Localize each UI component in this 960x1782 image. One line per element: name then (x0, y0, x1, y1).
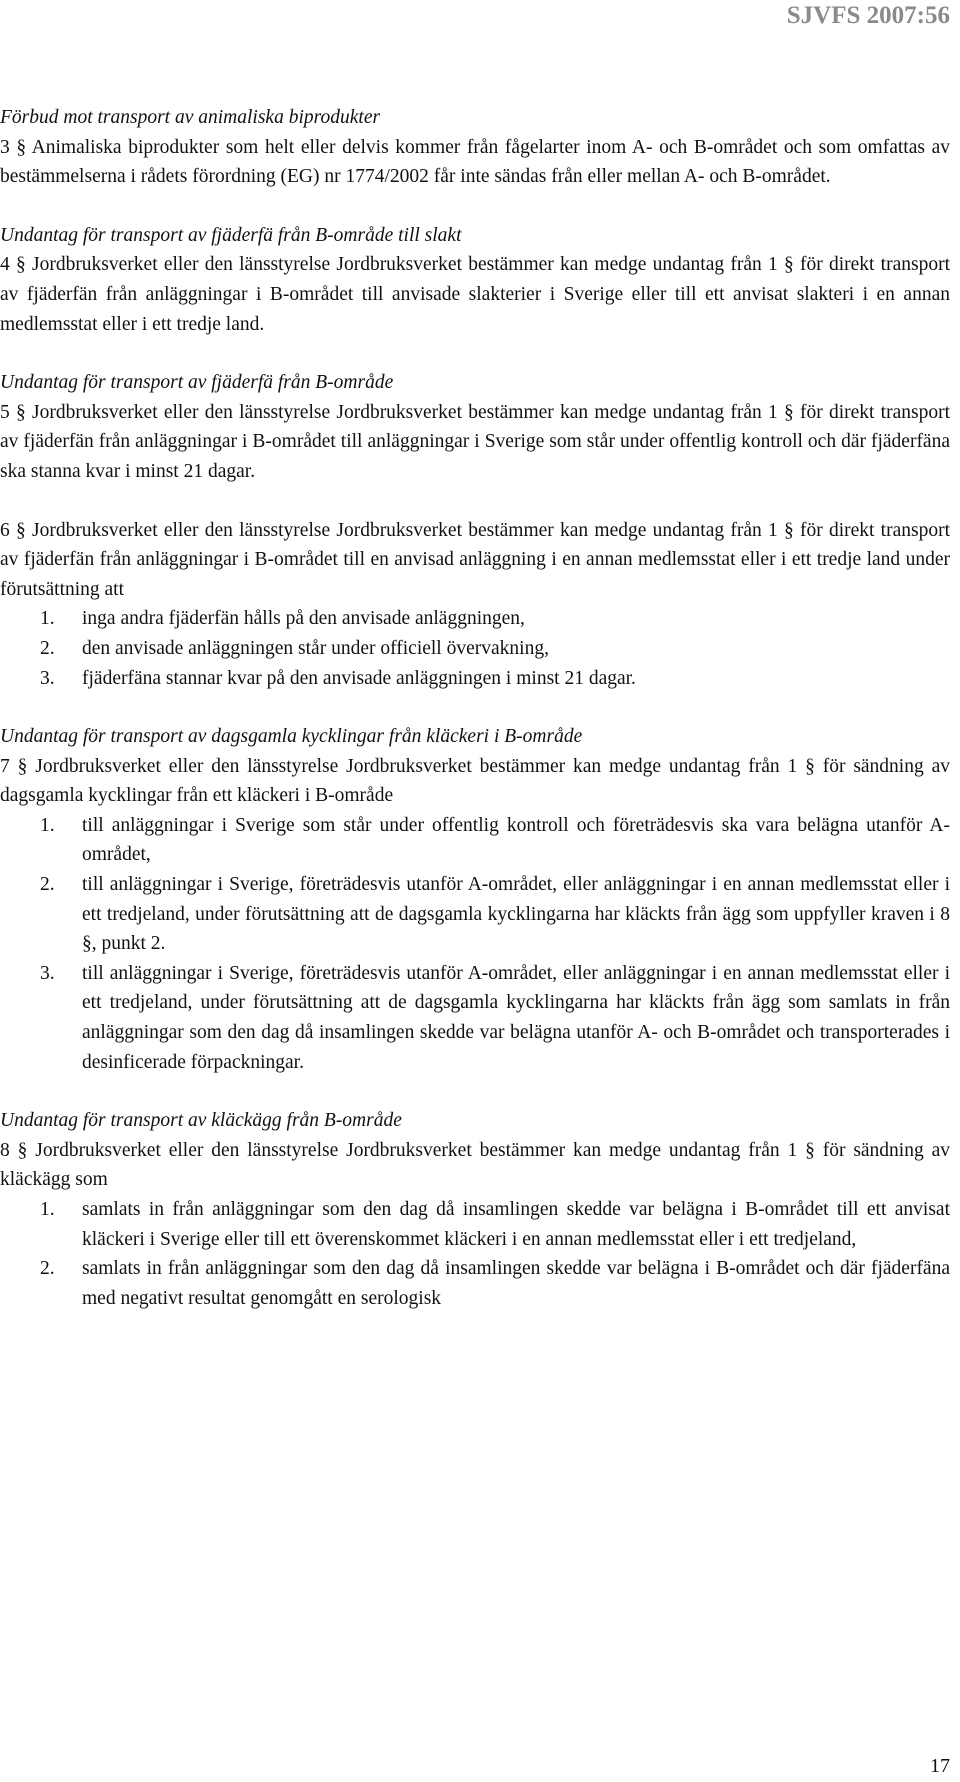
list-item (0, 811, 950, 870)
section-5 (0, 368, 950, 486)
section-heading: Undantag för transport av kläckägg från B-område (0, 1110, 402, 1132)
list-item-text: samlats in från anläggningar som den dag då insamlingen skedde var belägna i B-området till ett anvisat kläckeri i Sverige eller till ett överenskommet kläckeri i en annan medlemsstat eller i ett tredjeland, (82, 1199, 950, 1250)
list-item (0, 1254, 950, 1313)
section-heading: Förbud mot transport av animaliska biprodukter (0, 107, 381, 128)
list-item (0, 604, 950, 634)
numbered-list (0, 604, 950, 693)
page-number: 17 (930, 1755, 950, 1777)
numbered-list (0, 1195, 950, 1313)
list-item-number: 2. (40, 637, 55, 659)
section-6 (0, 516, 950, 694)
document-body (0, 103, 950, 1342)
section-heading: Undantag för transport av fjäderfä från B-område till slakt (0, 224, 462, 246)
list-item-text: till anläggningar i Sverige, företrädesvis utanför A-området, eller anläggningar i en annan medlemsstat eller i ett tredjeland, under förutsättning att de dagsgamla kycklingarna har kläckts från ägg som samlats in från anläggningar som den dag då insamlingen skedde var belägna utanför A- och B-området och transporterades i desinficerade förpackningar. (82, 962, 950, 1073)
list-item-text: samlats in från anläggningar som den dag då insamlingen skedde var belägna i B-området och där fjäderfäna med negativt resultat genomgått en serologisk (82, 1258, 950, 1309)
list-item-number: 3. (40, 667, 55, 689)
list-item-text: till anläggningar i Sverige som står under offentlig kontroll och företrädesvis ska vara belägna utanför A-området, (82, 814, 950, 866)
list-item-number: 2. (40, 874, 55, 896)
section-paragraph: 6 § Jordbruksverket eller den länsstyrelse Jordbruksverket bestämmer kan medge undantag från 1 § för direkt transport av fjäderfän från anläggningar i B-området till en anvisad anläggning i en annan medlemsstat eller i ett tredje land under förutsättning att (0, 519, 950, 600)
section-3 (0, 103, 950, 192)
list-item (0, 634, 950, 664)
list-item-text: inga andra fjäderfän hålls på den anvisade anläggningen, (82, 608, 525, 630)
section-7 (0, 722, 950, 1077)
list-item-number: 1. (40, 608, 55, 630)
list-item-text: den anvisade anläggningen står under officiell övervakning, (82, 637, 549, 659)
section-paragraph: 5 § Jordbruksverket eller den länsstyrelse Jordbruksverket bestämmer kan medge undantag från 1 § för direkt transport av fjäderfän från anläggningar i B-området till anläggningar i Sverige som står under offentlig kontroll och där fjäderfäna ska stanna kvar i minst 21 dagar. (0, 401, 950, 482)
list-item (0, 870, 950, 959)
numbered-list (0, 811, 950, 1077)
list-item-text: till anläggningar i Sverige, företrädesvis utanför A-området, eller anläggningar i en annan medlemsstat eller i ett tredjeland, under förutsättning att de dagsgamla kycklingarna har kläckts från ägg som uppfyller kraven i 8 §, punkt 2. (82, 874, 950, 955)
section-paragraph: 3 § Animaliska biprodukter som helt eller delvis kommer från fågelarter inom A- och B-området och som omfattas av bestämmelserna i rådets förordning (EG) nr 1774/2002 får inte sändas från eller mellan A- och B-området. (0, 136, 950, 188)
list-item (0, 664, 950, 694)
section-8 (0, 1106, 950, 1313)
section-paragraph: 4 § Jordbruksverket eller den länsstyrelse Jordbruksverket bestämmer kan medge undantag från 1 § för direkt transport av fjäderfän från anläggningar i B-området till anvisade slakterier i Sverige eller till ett anvisat slakteri i en annan medlemsstat eller i ett tredje land. (0, 254, 950, 335)
document-code-header: SJVFS 2007:56 (786, 2, 950, 29)
list-item-number: 1. (40, 814, 55, 836)
section-4 (0, 221, 950, 339)
list-item (0, 1195, 950, 1254)
section-heading: Undantag för transport av dagsgamla kycklingar från kläckeri i B-område (0, 726, 583, 748)
list-item-number: 1. (40, 1199, 55, 1220)
list-item-text: fjäderfäna stannar kvar på den anvisade anläggningen i minst 21 dagar. (82, 667, 636, 689)
section-paragraph: 7 § Jordbruksverket eller den länsstyrelse Jordbruksverket bestämmer kan medge undantag från 1 § för sändning av dagsgamla kycklingar från ett kläckeri i B-område (0, 755, 950, 807)
section-heading: Undantag för transport av fjäderfä från B-område (0, 372, 394, 394)
list-item (0, 959, 950, 1077)
list-item-number: 2. (40, 1258, 55, 1280)
list-item-number: 3. (40, 962, 55, 984)
section-paragraph: 8 § Jordbruksverket eller den länsstyrelse Jordbruksverket bestämmer kan medge undantag från 1 § för sändning av kläckägg som (0, 1139, 950, 1191)
